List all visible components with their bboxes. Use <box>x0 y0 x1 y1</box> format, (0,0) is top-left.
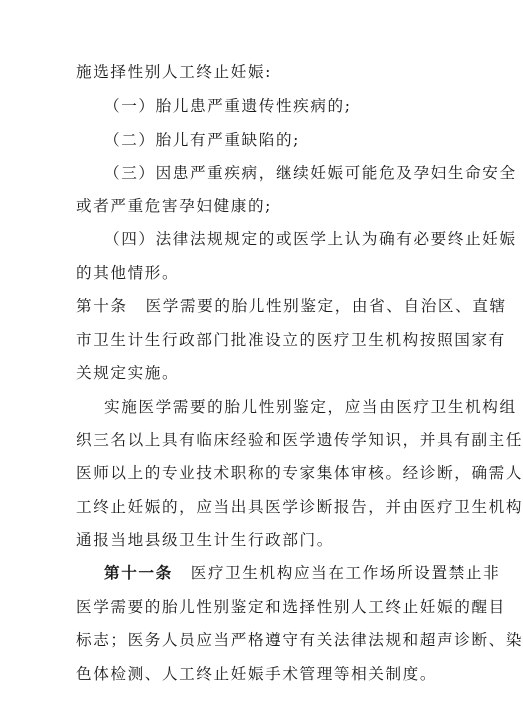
article-10-text: 医学需要的胎儿性别鉴定，由省、自治区、直辖 <box>145 297 507 315</box>
text-line: 关规定实施。 <box>76 364 180 382</box>
text-line: 市卫生计生行政部门批准设立的医疗卫生机构按照国家有 <box>76 331 506 349</box>
text-line: 通报当地县级卫生计生行政部门。 <box>76 531 334 549</box>
list-item-4: （四）法律法规规定的或医学上认为确有必要终止妊娠 <box>104 230 517 248</box>
text-line: 色体检测、人工终止妊娠手术管理等相关制度。 <box>76 665 438 683</box>
text-line: 医师以上的专业技术职称的专家集体审核。经诊断，确需人 <box>76 464 523 482</box>
text-line: 织三名以上具有临床经验和医学遗传学知识，并具有副主任 <box>76 431 523 449</box>
article-11-line <box>104 563 501 583</box>
article-11-heading: 第十一条 <box>104 563 173 582</box>
text-line: 工终止妊娠的，应当出具医学诊断报告，并由医疗卫生机构 <box>76 498 523 516</box>
article-10-heading: 第十条 <box>76 297 128 315</box>
list-item-3: （三）因患严重疾病，继续妊娠可能危及孕妇生命安全 <box>104 164 517 182</box>
text-line: 医学需要的胎儿性别鉴定和选择性别人工终止妊娠的醒目 <box>76 598 506 616</box>
paragraph-start: 实施医学需要的胎儿性别鉴定，应当由医疗卫生机构组 <box>104 398 517 416</box>
text-line: 施选择性别人工终止妊娠: <box>76 63 272 81</box>
text-line: 或者严重危害孕妇健康的; <box>76 197 272 215</box>
list-item-2: （二）胎儿有严重缺陷的; <box>104 131 300 149</box>
list-item-1: （一）胎儿患严重遗传性疾病的; <box>104 97 352 115</box>
text-line: 标志；医务人员应当严格遵守有关法律法规和超声诊断、染 <box>76 631 523 649</box>
article-11-text: 医疗卫生机构应当在工作场所设置禁止非 <box>190 564 501 582</box>
article-10-line <box>76 296 507 316</box>
text-line: 的其他情形。 <box>76 264 180 282</box>
